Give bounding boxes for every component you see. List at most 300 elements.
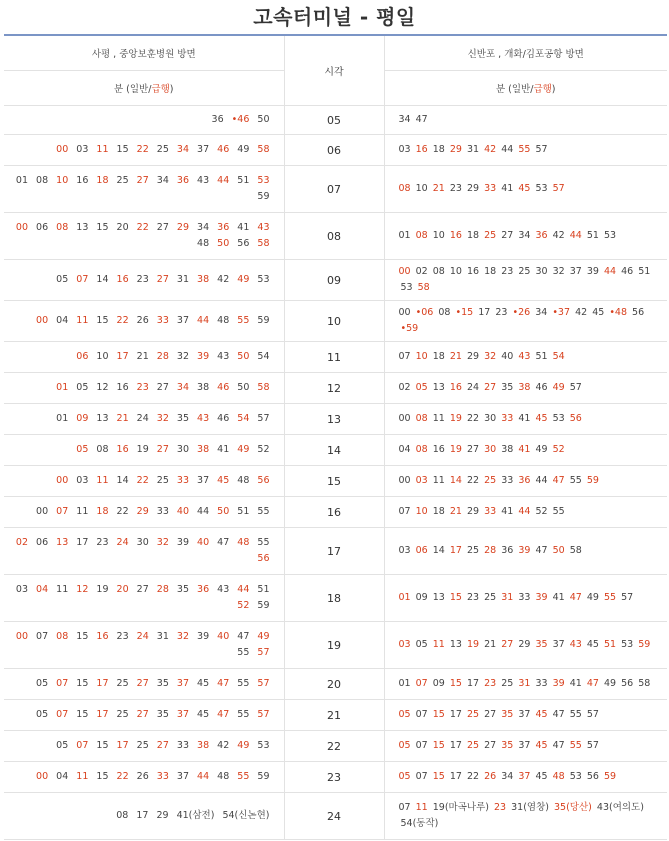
minute: 18 (432, 351, 445, 362)
minute: 36 (501, 545, 514, 556)
express-minute: 43 (569, 639, 582, 650)
express-minute: 50 (237, 351, 250, 362)
right-minutes-cell (384, 166, 667, 213)
left-minutes-cell (4, 342, 284, 373)
minute: 27 (484, 740, 497, 751)
timetable-row (4, 213, 667, 260)
hour-cell: 19 (284, 622, 384, 669)
minute: 07 (398, 506, 411, 517)
minute: 31 (176, 274, 189, 285)
minute: 11 (56, 584, 69, 595)
minute: 29 (467, 506, 480, 517)
minute: 51 (257, 584, 270, 595)
minute: 35 (156, 709, 169, 720)
minute: 17 (449, 709, 462, 720)
express-minute: 21 (449, 506, 462, 517)
minute: 10 (96, 351, 109, 362)
minute: 51 (586, 230, 599, 241)
minute: 05 (76, 382, 89, 393)
minute: 30 (176, 444, 189, 455)
minute: 48 (217, 771, 230, 782)
express-minute: 45 (535, 740, 548, 751)
minute: 48 (197, 238, 210, 249)
minute: 18 (432, 144, 445, 155)
minute: 16 (467, 266, 480, 277)
express-minute: 27 (156, 444, 169, 455)
minute: 48 (237, 475, 250, 486)
minute: 40 (501, 351, 514, 362)
minute: 59 (257, 600, 270, 611)
minute: 41(삼전) (176, 810, 215, 821)
minute: 55 (237, 647, 250, 658)
express-minute: 34 (176, 144, 189, 155)
express-minute: 20 (116, 584, 129, 595)
minute: 41 (501, 506, 514, 517)
minute: 31 (156, 631, 169, 642)
express-minute: 00 (15, 631, 28, 642)
express-minute: 50 (217, 238, 230, 249)
left-minutes-cell (4, 497, 284, 528)
express-minute: 05 (76, 444, 89, 455)
minute: 27 (501, 230, 514, 241)
minute: 29 (518, 639, 531, 650)
right-minutes-cell (384, 466, 667, 497)
hour-cell: 20 (284, 669, 384, 700)
minute: 58 (638, 678, 651, 689)
express-minute: 56 (569, 413, 582, 424)
minute: 35 (156, 678, 169, 689)
express-minute: 17 (96, 709, 109, 720)
minute: 46 (217, 413, 230, 424)
minute: 03 (398, 144, 411, 155)
express-minute: 17 (449, 545, 462, 556)
minute: 10 (432, 230, 445, 241)
minute: 46 (535, 382, 548, 393)
left-minutes-cell (4, 373, 284, 404)
express-minute: 23 (494, 802, 507, 813)
minute: 44 (535, 475, 548, 486)
minute: 17 (449, 771, 462, 782)
minute: 54(동작) (400, 818, 439, 829)
express-minute: 06 (76, 351, 89, 362)
minute: 21 (484, 639, 497, 650)
minute: 56 (237, 238, 250, 249)
express-minute: 22 (116, 771, 129, 782)
minute: 49 (586, 592, 599, 603)
express-minute: 58 (257, 144, 270, 155)
express-minute: 36 (518, 475, 531, 486)
minute: 42 (217, 274, 230, 285)
minute: 53 (621, 639, 634, 650)
minute: 26 (136, 771, 149, 782)
right-minutes-cell (384, 575, 667, 622)
minute: 13 (96, 413, 109, 424)
minute: 14 (432, 545, 445, 556)
minute: 30 (484, 413, 497, 424)
express-minute: 12 (76, 584, 89, 595)
express-minute: 48 (237, 537, 250, 548)
minute: 47 (237, 631, 250, 642)
express-minute: 21 (432, 183, 445, 194)
express-minute: 45 (518, 183, 531, 194)
express-minute: 43 (197, 413, 210, 424)
express-minute: 08 (398, 183, 411, 194)
minute: 18 (432, 506, 445, 517)
minutes-express-label: 급행 (533, 84, 552, 95)
express-minute: 42 (484, 144, 497, 155)
right-minutes-cell (384, 135, 667, 166)
express-minute: 35(당산) (554, 802, 592, 813)
minute: 05 (56, 274, 69, 285)
hour-cell: 16 (284, 497, 384, 528)
hour-cell: 14 (284, 435, 384, 466)
express-minute: 27 (136, 175, 149, 186)
express-minute: 25 (484, 475, 497, 486)
minute: 45 (586, 639, 599, 650)
minute: 49 (237, 144, 250, 155)
express-minute: 44 (604, 266, 617, 277)
express-minute: 22 (136, 475, 149, 486)
express-minute: 00 (56, 144, 69, 155)
hour-cell: 10 (284, 301, 384, 342)
express-minute: 34 (176, 382, 189, 393)
time-column-header: 시각 (284, 35, 384, 106)
minute: 15 (76, 631, 89, 642)
express-minute: 22 (136, 222, 149, 233)
minute: 17 (467, 678, 480, 689)
timetable-row (4, 731, 667, 762)
minute: 20 (116, 222, 129, 233)
hour-cell: 06 (284, 135, 384, 166)
express-minute: 26 (484, 771, 497, 782)
express-minute: 00 (56, 475, 69, 486)
express-minute: 31 (501, 592, 514, 603)
minute: 37 (176, 771, 189, 782)
minute: 15 (96, 222, 109, 233)
express-minute: 07 (76, 740, 89, 751)
express-minute: 37 (176, 678, 189, 689)
minute: 09 (415, 592, 428, 603)
minute: 42 (575, 307, 588, 318)
minute: 04 (398, 444, 411, 455)
hour-cell: 17 (284, 528, 384, 575)
minute: 48 (217, 315, 230, 326)
minute: 34 (535, 307, 548, 318)
express-minute: 54 (552, 351, 565, 362)
express-minute: 32 (484, 351, 497, 362)
express-minute: 37 (176, 709, 189, 720)
minute: 26 (136, 315, 149, 326)
left-minutes-cell (4, 622, 284, 669)
minute: 23 (501, 266, 514, 277)
minute: 00 (398, 307, 411, 318)
left-minutes-cell (4, 575, 284, 622)
minute: 19(마곡나루) (432, 802, 489, 813)
minute: 19 (136, 444, 149, 455)
minute: 33 (518, 592, 531, 603)
express-minute: •48 (609, 307, 628, 318)
timetable-row (4, 106, 667, 135)
express-minute: •59 (400, 323, 419, 334)
minute: 50 (257, 114, 270, 125)
timetable-row (4, 466, 667, 497)
minute: 08 (432, 266, 445, 277)
right-minutes-cell (384, 106, 667, 135)
minute: 34 (398, 114, 411, 125)
timetable-row (4, 497, 667, 528)
minute: 46 (621, 266, 634, 277)
express-minute: 52 (237, 600, 250, 611)
minute: 30 (136, 537, 149, 548)
right-minutes-cell (384, 528, 667, 575)
minute: 47 (217, 537, 230, 548)
minute: 49 (604, 678, 617, 689)
left-minutes-cell (4, 404, 284, 435)
minute: 21 (136, 351, 149, 362)
express-minute: 11 (76, 771, 89, 782)
express-minute: 16 (415, 144, 428, 155)
right-minutes-cell (384, 404, 667, 435)
minute: 41 (237, 222, 250, 233)
minute: 29 (467, 351, 480, 362)
minute: 11 (432, 475, 445, 486)
minute: 25 (116, 709, 129, 720)
express-minute: 53 (257, 175, 270, 186)
minute: 24 (467, 382, 480, 393)
timetable-row (4, 404, 667, 435)
minute: 05 (36, 678, 49, 689)
express-minute: 11 (415, 802, 428, 813)
minute: 45 (197, 678, 210, 689)
express-minute: 14 (449, 475, 462, 486)
express-minute: 08 (56, 222, 69, 233)
express-minute: 23 (484, 678, 497, 689)
express-minute: 05 (415, 382, 428, 393)
express-minute: 44 (569, 230, 582, 241)
express-minute: 10 (56, 175, 69, 186)
express-minute: 40 (217, 631, 230, 642)
minute: 51 (535, 351, 548, 362)
express-minute: 32 (156, 413, 169, 424)
express-minute: 35 (501, 740, 514, 751)
minute: 25 (467, 545, 480, 556)
express-minute: 32 (156, 537, 169, 548)
minute: 29 (156, 810, 169, 821)
express-minute: 22 (136, 144, 149, 155)
minute: 37 (197, 144, 210, 155)
timetable-row (4, 301, 667, 342)
hour-cell: 05 (284, 106, 384, 135)
minute: 29 (467, 183, 480, 194)
express-minute: 58 (417, 282, 430, 293)
minute: 25 (501, 678, 514, 689)
minute: 15 (96, 771, 109, 782)
minute: 54 (257, 351, 270, 362)
minute: 11 (432, 413, 445, 424)
express-minute: 47 (586, 678, 599, 689)
minute: 03 (76, 475, 89, 486)
minute: 27 (484, 709, 497, 720)
express-minute: 21 (116, 413, 129, 424)
minute: 23 (467, 592, 480, 603)
express-minute: 07 (56, 709, 69, 720)
minute: 43 (217, 584, 230, 595)
minute: 37 (569, 266, 582, 277)
express-minute: 44 (197, 771, 210, 782)
minute: 13 (449, 639, 462, 650)
minute: 53 (400, 282, 413, 293)
minute: 41 (217, 444, 230, 455)
express-minute: 16 (449, 230, 462, 241)
express-minute: 29 (449, 144, 462, 155)
hour-cell: 12 (284, 373, 384, 404)
express-minute: 08 (415, 230, 428, 241)
minute: 16 (432, 444, 445, 455)
express-minute: 36 (535, 230, 548, 241)
minute: 57 (586, 709, 599, 720)
minute: 49 (535, 444, 548, 455)
left-minutes-cell (4, 669, 284, 700)
express-minute: 08 (415, 413, 428, 424)
minute: 22 (467, 771, 480, 782)
minute: 07 (415, 709, 428, 720)
right-minutes-cell (384, 435, 667, 466)
minute: 38 (501, 444, 514, 455)
minute: 36 (211, 114, 224, 125)
minute: 22 (467, 475, 480, 486)
minute: 00 (36, 506, 49, 517)
express-minute: 47 (569, 592, 582, 603)
express-minute: 19 (467, 639, 480, 650)
minute: 08 (438, 307, 451, 318)
minute: 30 (535, 266, 548, 277)
minute: 00 (398, 413, 411, 424)
minute: 53 (569, 771, 582, 782)
express-minute: 35 (501, 709, 514, 720)
express-minute: 47 (552, 475, 565, 486)
express-minute: 11 (76, 315, 89, 326)
express-minute: 27 (156, 740, 169, 751)
express-minute: 21 (449, 351, 462, 362)
minute: 47 (535, 545, 548, 556)
express-minute: 25 (467, 740, 480, 751)
minute: 17 (478, 307, 491, 318)
minute: 55 (257, 537, 270, 548)
minute: 53 (257, 740, 270, 751)
minute: 17 (449, 740, 462, 751)
minute: 25 (116, 678, 129, 689)
minute: 22 (116, 506, 129, 517)
minute: 44 (197, 506, 210, 517)
express-minute: 59 (638, 639, 651, 650)
minute: 47 (552, 709, 565, 720)
timetable (4, 34, 667, 840)
minute: 33 (501, 475, 514, 486)
express-minute: 19 (449, 413, 462, 424)
minute: 08 (36, 175, 49, 186)
express-minute: 16 (116, 444, 129, 455)
minutes-suffix: ) (551, 84, 556, 95)
minute: 01 (398, 230, 411, 241)
minute: 56 (621, 678, 634, 689)
express-minute: 27 (484, 382, 497, 393)
express-minute: 55 (237, 315, 250, 326)
minute: 39 (586, 266, 599, 277)
minute: 13 (432, 382, 445, 393)
minute: 24 (136, 413, 149, 424)
timetable-row (4, 260, 667, 301)
express-minute: 15 (432, 771, 445, 782)
timetable-row (4, 135, 667, 166)
left-minutes-header (4, 71, 284, 106)
express-minute: 24 (136, 631, 149, 642)
minute: 31(염창) (511, 802, 549, 813)
minute: 25 (136, 740, 149, 751)
express-minute: 00 (36, 771, 49, 782)
minute: 52 (535, 506, 548, 517)
express-minute: 33 (484, 506, 497, 517)
minute: 13 (76, 222, 89, 233)
express-minute: 02 (15, 537, 28, 548)
express-minute: 43 (257, 222, 270, 233)
left-minutes-cell (4, 166, 284, 213)
timetable-row (4, 373, 667, 404)
express-minute: 49 (552, 382, 565, 393)
minute: 37 (197, 475, 210, 486)
minutes-express-label: 급행 (151, 84, 170, 95)
express-minute: 00 (398, 266, 411, 277)
express-minute: 44 (217, 175, 230, 186)
express-minute: 40 (176, 506, 189, 517)
timetable-row (4, 575, 667, 622)
express-minute: 05 (398, 709, 411, 720)
minute: 25 (518, 266, 531, 277)
express-minute: 11 (96, 475, 109, 486)
right-minutes-cell (384, 762, 667, 793)
minute: 55 (552, 506, 565, 517)
express-minute: 28 (156, 584, 169, 595)
express-minute: 56 (257, 553, 270, 564)
express-minute: 44 (237, 584, 250, 595)
minute: 22 (467, 413, 480, 424)
minute: 53 (257, 274, 270, 285)
express-minute: 18 (96, 175, 109, 186)
minute: 27 (467, 444, 480, 455)
express-minute: 01 (398, 592, 411, 603)
express-minute: 00 (36, 315, 49, 326)
minute: 04 (56, 315, 69, 326)
express-minute: 31 (518, 678, 531, 689)
minute: 18 (467, 230, 480, 241)
minute: 41 (552, 592, 565, 603)
minute: 41 (501, 183, 514, 194)
express-minute: 37 (518, 771, 531, 782)
minute: 43 (197, 175, 210, 186)
left-minutes-cell (4, 435, 284, 466)
minute: 37 (176, 315, 189, 326)
left-minutes-cell (4, 528, 284, 575)
left-minutes-cell (4, 466, 284, 497)
left-minutes-cell (4, 793, 284, 840)
express-minute: 10 (415, 506, 428, 517)
minute: 34 (156, 175, 169, 186)
minute: 37 (518, 740, 531, 751)
right-minutes-cell (384, 793, 667, 840)
express-minute: 46 (217, 144, 230, 155)
express-minute: 49 (237, 274, 250, 285)
minute: 03 (398, 545, 411, 556)
express-minute: 29 (176, 222, 189, 233)
